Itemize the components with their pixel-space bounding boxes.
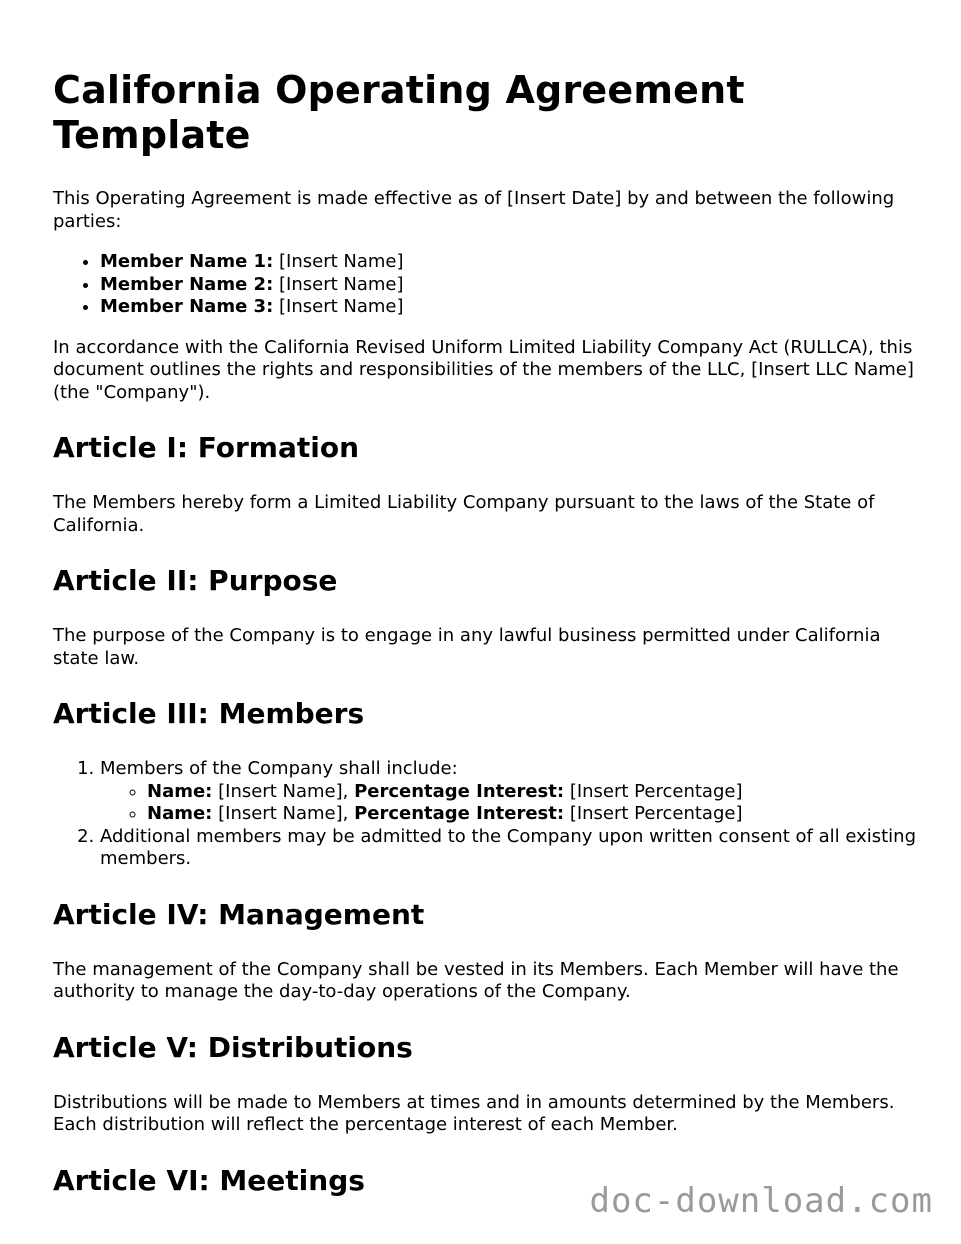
member-interest-value: [Insert Percentage]: [569, 803, 743, 824]
article-formation-text: The Members hereby form a Limited Liability Company pursuant to the laws of the State of California.: [53, 492, 875, 536]
article-distributions-text: Distributions will be made to Members at times and in amounts determined by the Members. Each distribution will reflect the percentage interest of each Member.: [53, 1091, 895, 1135]
member-name-label: Name:: [147, 780, 213, 802]
member-interest-label: Percentage Interest:: [354, 780, 565, 802]
party-label: Member Name 3:: [100, 296, 274, 317]
additional-members-text: Additional members may be admitted to the Company upon written consent of all existing members.: [100, 825, 917, 869]
article-management-heading: Article IV: Management: [53, 897, 425, 931]
party-value: [Insert Name]: [279, 273, 404, 295]
members-list-item: [100, 758, 923, 826]
party-label: Member Name 2:: [100, 273, 274, 295]
party-label: Member Name 1:: [100, 251, 274, 272]
article-purpose-text: The purpose of the Company is to engage in any lawful business permitted under California state law.: [53, 625, 881, 669]
accordance-paragraph: In accordance with the California Revised Uniform Limited Liability Company Act (RULLCA), this document outlines the rights and responsibilities of the members of the LLC, [Insert LLC Name] (the "Company").: [53, 336, 914, 403]
members-list: [53, 758, 923, 871]
member-interest-value: [Insert Percentage]: [569, 780, 743, 802]
article-management-text: The management of the Company shall be vested in its Members. Each Member will have the authority to manage the day-to-day operations of the Company.: [53, 958, 899, 1002]
article-purpose-heading: Article II: Purpose: [53, 564, 338, 597]
watermark: doc-download.com: [589, 1181, 933, 1221]
party-item: [100, 251, 923, 274]
member-entry: [147, 803, 923, 826]
members-list-item: [100, 826, 923, 871]
intro-paragraph: This Operating Agreement is made effective as of [Insert Date] by and between the following parties:: [53, 188, 895, 232]
party-value: [Insert Name]: [279, 296, 404, 317]
party-value: [Insert Name]: [279, 251, 404, 272]
parties-list: [53, 251, 923, 319]
article-members-heading: Article III: Members: [53, 697, 365, 730]
member-entry: [147, 781, 923, 804]
member-entries-list: [100, 781, 923, 826]
member-name-label: Name:: [147, 803, 213, 824]
members-include-text: Members of the Company shall include:: [100, 758, 458, 779]
member-interest-label: Percentage Interest:: [354, 803, 565, 824]
document-page: [53, 68, 923, 1225]
party-item: [100, 296, 923, 319]
member-name-value: [Insert Name],: [218, 803, 349, 824]
article-distributions-heading: Article V: Distributions: [53, 1030, 413, 1064]
document-title: California Operating Agreement Template: [53, 68, 745, 157]
member-name-value: [Insert Name],: [218, 780, 349, 802]
party-item: [100, 274, 923, 297]
article-formation-heading: Article I: Formation: [53, 431, 360, 464]
article-meetings-heading: Article VI: Meetings: [53, 1163, 365, 1197]
